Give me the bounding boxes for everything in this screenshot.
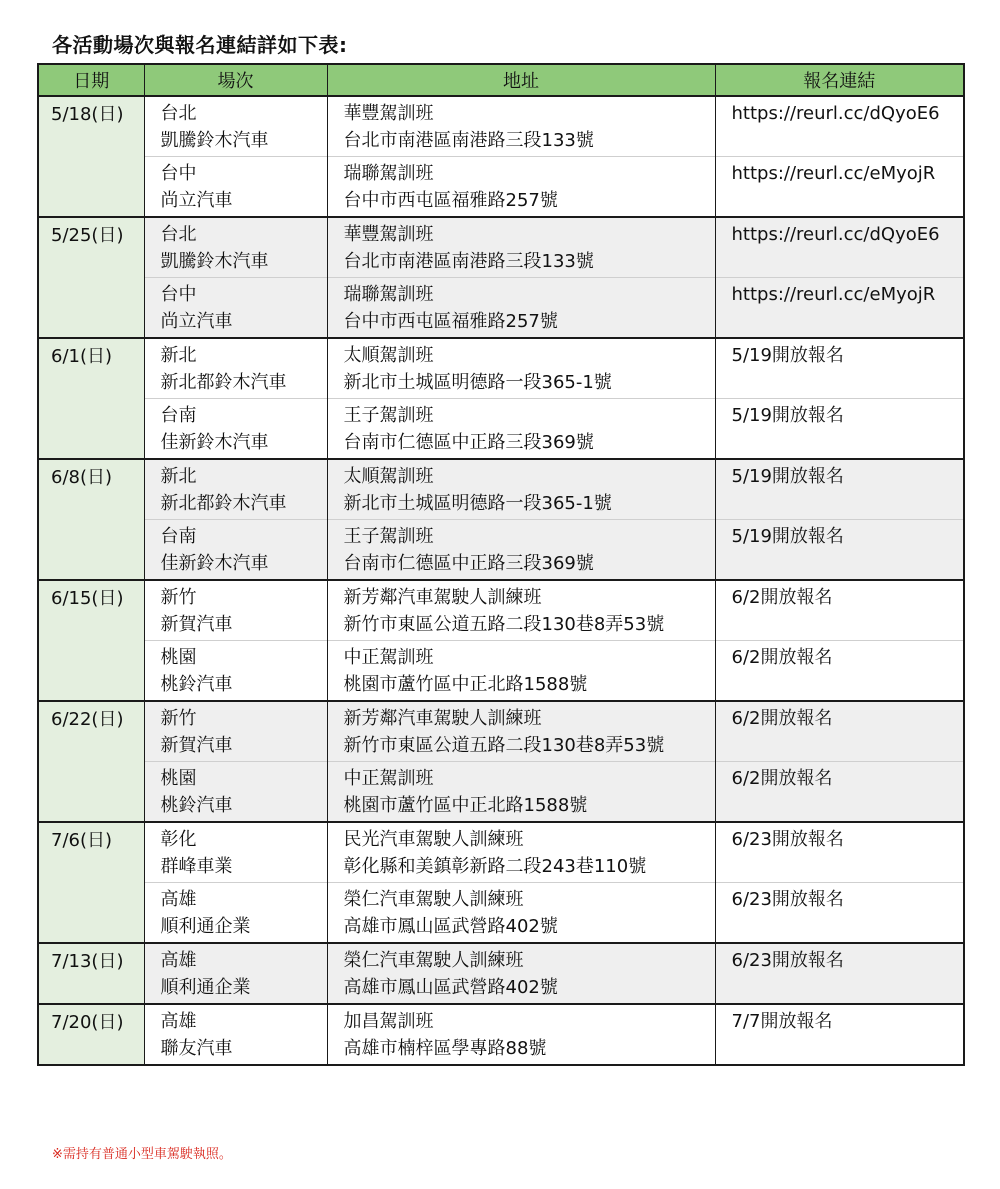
street-address: 高雄市鳳山區武營路402號 bbox=[343, 977, 558, 998]
driving-school-name: 華豐駕訓班 bbox=[343, 103, 434, 124]
venue-dealer: 凱騰鈴木汽車 bbox=[160, 130, 269, 151]
venue-dealer: 佳新鈴木汽車 bbox=[160, 553, 269, 574]
venue-cell bbox=[144, 459, 327, 520]
registration-cell bbox=[715, 943, 964, 1004]
table-row bbox=[38, 96, 964, 157]
driving-school-name: 新芳鄰汽車駕駛人訓練班 bbox=[343, 708, 542, 729]
venue-dealer: 新賀汽車 bbox=[160, 735, 233, 756]
address-cell bbox=[327, 217, 715, 278]
venue-dealer: 群峰車業 bbox=[160, 856, 233, 877]
driving-school-name: 王子駕訓班 bbox=[343, 526, 434, 547]
venue-dealer: 新北都鈴木汽車 bbox=[160, 372, 287, 393]
header-registration-link: 報名連結 bbox=[715, 64, 964, 96]
header-venue: 場次 bbox=[144, 64, 327, 96]
driving-school-name: 王子駕訓班 bbox=[343, 405, 434, 426]
driving-school-name: 瑞聯駕訓班 bbox=[343, 284, 434, 305]
registration-open-date: 5/19開放報名 bbox=[731, 466, 844, 487]
street-address: 高雄市楠梓區學專路88號 bbox=[343, 1038, 547, 1059]
table-header bbox=[38, 64, 964, 96]
registration-open-date: 6/2開放報名 bbox=[731, 708, 833, 729]
table-row bbox=[38, 822, 964, 883]
venue-dealer: 佳新鈴木汽車 bbox=[160, 432, 269, 453]
driving-school-name: 榮仁汽車駕駛人訓練班 bbox=[343, 889, 524, 910]
venue-city: 彰化 bbox=[160, 829, 197, 850]
table-row bbox=[38, 338, 964, 399]
registration-cell bbox=[715, 157, 964, 218]
venue-cell bbox=[144, 157, 327, 218]
driving-school-name: 中正駕訓班 bbox=[343, 768, 434, 789]
registration-link[interactable]: https://reurl.cc/dQyoE6 bbox=[731, 224, 940, 245]
table-body bbox=[38, 96, 964, 1065]
registration-open-date: 5/19開放報名 bbox=[731, 526, 844, 547]
registration-cell bbox=[715, 217, 964, 278]
registration-open-date: 5/19開放報名 bbox=[731, 345, 844, 366]
address-cell bbox=[327, 338, 715, 399]
venue-city: 台北 bbox=[160, 224, 197, 245]
registration-cell bbox=[715, 701, 964, 762]
header-date: 日期 bbox=[38, 64, 144, 96]
table-row bbox=[38, 762, 964, 823]
venue-cell bbox=[144, 217, 327, 278]
address-cell bbox=[327, 459, 715, 520]
table-row bbox=[38, 278, 964, 339]
table-row bbox=[38, 520, 964, 581]
venue-cell bbox=[144, 580, 327, 641]
street-address: 台南市仁德區中正路三段369號 bbox=[343, 553, 594, 574]
address-cell bbox=[327, 943, 715, 1004]
registration-cell bbox=[715, 520, 964, 581]
registration-open-date: 6/23開放報名 bbox=[731, 889, 844, 910]
street-address: 桃園市蘆竹區中正北路1588號 bbox=[343, 674, 588, 695]
venue-cell bbox=[144, 1004, 327, 1065]
venue-cell bbox=[144, 520, 327, 581]
street-address: 桃園市蘆竹區中正北路1588號 bbox=[343, 795, 588, 816]
registration-open-date: 5/19開放報名 bbox=[731, 405, 844, 426]
date-cell: 6/8(日) bbox=[38, 459, 144, 580]
street-address: 台北市南港區南港路三段133號 bbox=[343, 130, 594, 151]
registration-cell bbox=[715, 580, 964, 641]
driving-school-name: 加昌駕訓班 bbox=[343, 1011, 434, 1032]
date-cell: 5/25(日) bbox=[38, 217, 144, 338]
address-cell bbox=[327, 762, 715, 823]
driving-school-name: 瑞聯駕訓班 bbox=[343, 163, 434, 184]
registration-cell bbox=[715, 96, 964, 157]
page-title: 各活動場次與報名連結詳如下表: bbox=[52, 33, 348, 57]
venue-cell bbox=[144, 338, 327, 399]
venue-dealer: 尚立汽車 bbox=[160, 311, 233, 332]
venue-city: 高雄 bbox=[160, 950, 197, 971]
venue-cell bbox=[144, 762, 327, 823]
street-address: 新竹市東區公道五路二段130巷8弄53號 bbox=[343, 735, 665, 756]
venue-dealer: 桃鈴汽車 bbox=[160, 795, 233, 816]
street-address: 台中市西屯區福雅路257號 bbox=[343, 311, 558, 332]
venue-cell bbox=[144, 641, 327, 702]
registration-cell bbox=[715, 1004, 964, 1065]
venue-city: 台南 bbox=[160, 405, 197, 426]
table-row bbox=[38, 1004, 964, 1065]
venue-city: 台中 bbox=[160, 284, 197, 305]
venue-dealer: 凱騰鈴木汽車 bbox=[160, 251, 269, 272]
table-row bbox=[38, 943, 964, 1004]
driving-school-name: 中正駕訓班 bbox=[343, 647, 434, 668]
venue-city: 台南 bbox=[160, 526, 197, 547]
registration-cell bbox=[715, 338, 964, 399]
venue-city: 桃園 bbox=[160, 647, 197, 668]
registration-cell bbox=[715, 459, 964, 520]
venue-city: 新北 bbox=[160, 345, 197, 366]
table-row bbox=[38, 399, 964, 460]
driving-school-name: 榮仁汽車駕駛人訓練班 bbox=[343, 950, 524, 971]
venue-dealer: 新北都鈴木汽車 bbox=[160, 493, 287, 514]
address-cell bbox=[327, 157, 715, 218]
venue-cell bbox=[144, 278, 327, 339]
table-row bbox=[38, 641, 964, 702]
venue-city: 新竹 bbox=[160, 708, 197, 729]
address-cell bbox=[327, 580, 715, 641]
street-address: 新竹市東區公道五路二段130巷8弄53號 bbox=[343, 614, 665, 635]
registration-cell bbox=[715, 399, 964, 460]
registration-link[interactable]: https://reurl.cc/eMyojR bbox=[731, 284, 936, 305]
table-row bbox=[38, 459, 964, 520]
address-cell bbox=[327, 701, 715, 762]
driving-school-name: 太順駕訓班 bbox=[343, 466, 434, 487]
venue-cell bbox=[144, 399, 327, 460]
street-address: 台北市南港區南港路三段133號 bbox=[343, 251, 594, 272]
venue-cell bbox=[144, 883, 327, 944]
table-row bbox=[38, 701, 964, 762]
venue-cell bbox=[144, 822, 327, 883]
registration-cell bbox=[715, 883, 964, 944]
table-row bbox=[38, 217, 964, 278]
date-cell: 6/1(日) bbox=[38, 338, 144, 459]
date-cell: 5/18(日) bbox=[38, 96, 144, 217]
venue-city: 新北 bbox=[160, 466, 197, 487]
venue-city: 桃園 bbox=[160, 768, 197, 789]
venue-city: 高雄 bbox=[160, 889, 197, 910]
registration-open-date: 6/2開放報名 bbox=[731, 768, 833, 789]
driving-school-name: 民光汽車駕駛人訓練班 bbox=[343, 829, 524, 850]
address-cell bbox=[327, 641, 715, 702]
header-row bbox=[38, 64, 964, 96]
registration-open-date: 7/7開放報名 bbox=[731, 1011, 833, 1032]
footnote: ※需持有普通小型車駕駛執照。 bbox=[52, 1147, 232, 1162]
street-address: 彰化縣和美鎮彰新路二段243巷110號 bbox=[343, 856, 647, 877]
registration-open-date: 6/2開放報名 bbox=[731, 647, 833, 668]
date-cell: 7/6(日) bbox=[38, 822, 144, 943]
driving-school-name: 新芳鄰汽車駕駛人訓練班 bbox=[343, 587, 542, 608]
address-cell bbox=[327, 278, 715, 339]
street-address: 新北市土城區明德路一段365-1號 bbox=[343, 493, 612, 514]
venue-dealer: 新賀汽車 bbox=[160, 614, 233, 635]
registration-cell bbox=[715, 762, 964, 823]
venue-cell bbox=[144, 701, 327, 762]
venue-city: 台北 bbox=[160, 103, 197, 124]
schedule-table bbox=[37, 63, 965, 1066]
venue-city: 台中 bbox=[160, 163, 197, 184]
address-cell bbox=[327, 883, 715, 944]
registration-open-date: 6/23開放報名 bbox=[731, 950, 844, 971]
venue-cell bbox=[144, 96, 327, 157]
registration-open-date: 6/2開放報名 bbox=[731, 587, 833, 608]
registration-cell bbox=[715, 641, 964, 702]
street-address: 高雄市鳳山區武營路402號 bbox=[343, 916, 558, 937]
address-cell bbox=[327, 96, 715, 157]
registration-open-date: 6/23開放報名 bbox=[731, 829, 844, 850]
venue-cell bbox=[144, 943, 327, 1004]
address-cell bbox=[327, 520, 715, 581]
address-cell bbox=[327, 399, 715, 460]
street-address: 台南市仁德區中正路三段369號 bbox=[343, 432, 594, 453]
address-cell bbox=[327, 822, 715, 883]
venue-dealer: 尚立汽車 bbox=[160, 190, 233, 211]
venue-dealer: 聯友汽車 bbox=[160, 1038, 233, 1059]
venue-dealer: 順利通企業 bbox=[160, 916, 251, 937]
address-cell bbox=[327, 1004, 715, 1065]
date-cell: 7/13(日) bbox=[38, 943, 144, 1004]
venue-dealer: 順利通企業 bbox=[160, 977, 251, 998]
header-address: 地址 bbox=[327, 64, 715, 96]
table-row bbox=[38, 157, 964, 218]
venue-dealer: 桃鈴汽車 bbox=[160, 674, 233, 695]
registration-cell bbox=[715, 822, 964, 883]
street-address: 新北市土城區明德路一段365-1號 bbox=[343, 372, 612, 393]
table-row bbox=[38, 883, 964, 944]
table-row bbox=[38, 580, 964, 641]
registration-link[interactable]: https://reurl.cc/dQyoE6 bbox=[731, 103, 940, 124]
venue-city: 高雄 bbox=[160, 1011, 197, 1032]
date-cell: 6/22(日) bbox=[38, 701, 144, 822]
date-cell: 6/15(日) bbox=[38, 580, 144, 701]
venue-city: 新竹 bbox=[160, 587, 197, 608]
driving-school-name: 華豐駕訓班 bbox=[343, 224, 434, 245]
driving-school-name: 太順駕訓班 bbox=[343, 345, 434, 366]
registration-link[interactable]: https://reurl.cc/eMyojR bbox=[731, 163, 936, 184]
date-cell: 7/20(日) bbox=[38, 1004, 144, 1065]
registration-cell bbox=[715, 278, 964, 339]
street-address: 台中市西屯區福雅路257號 bbox=[343, 190, 558, 211]
